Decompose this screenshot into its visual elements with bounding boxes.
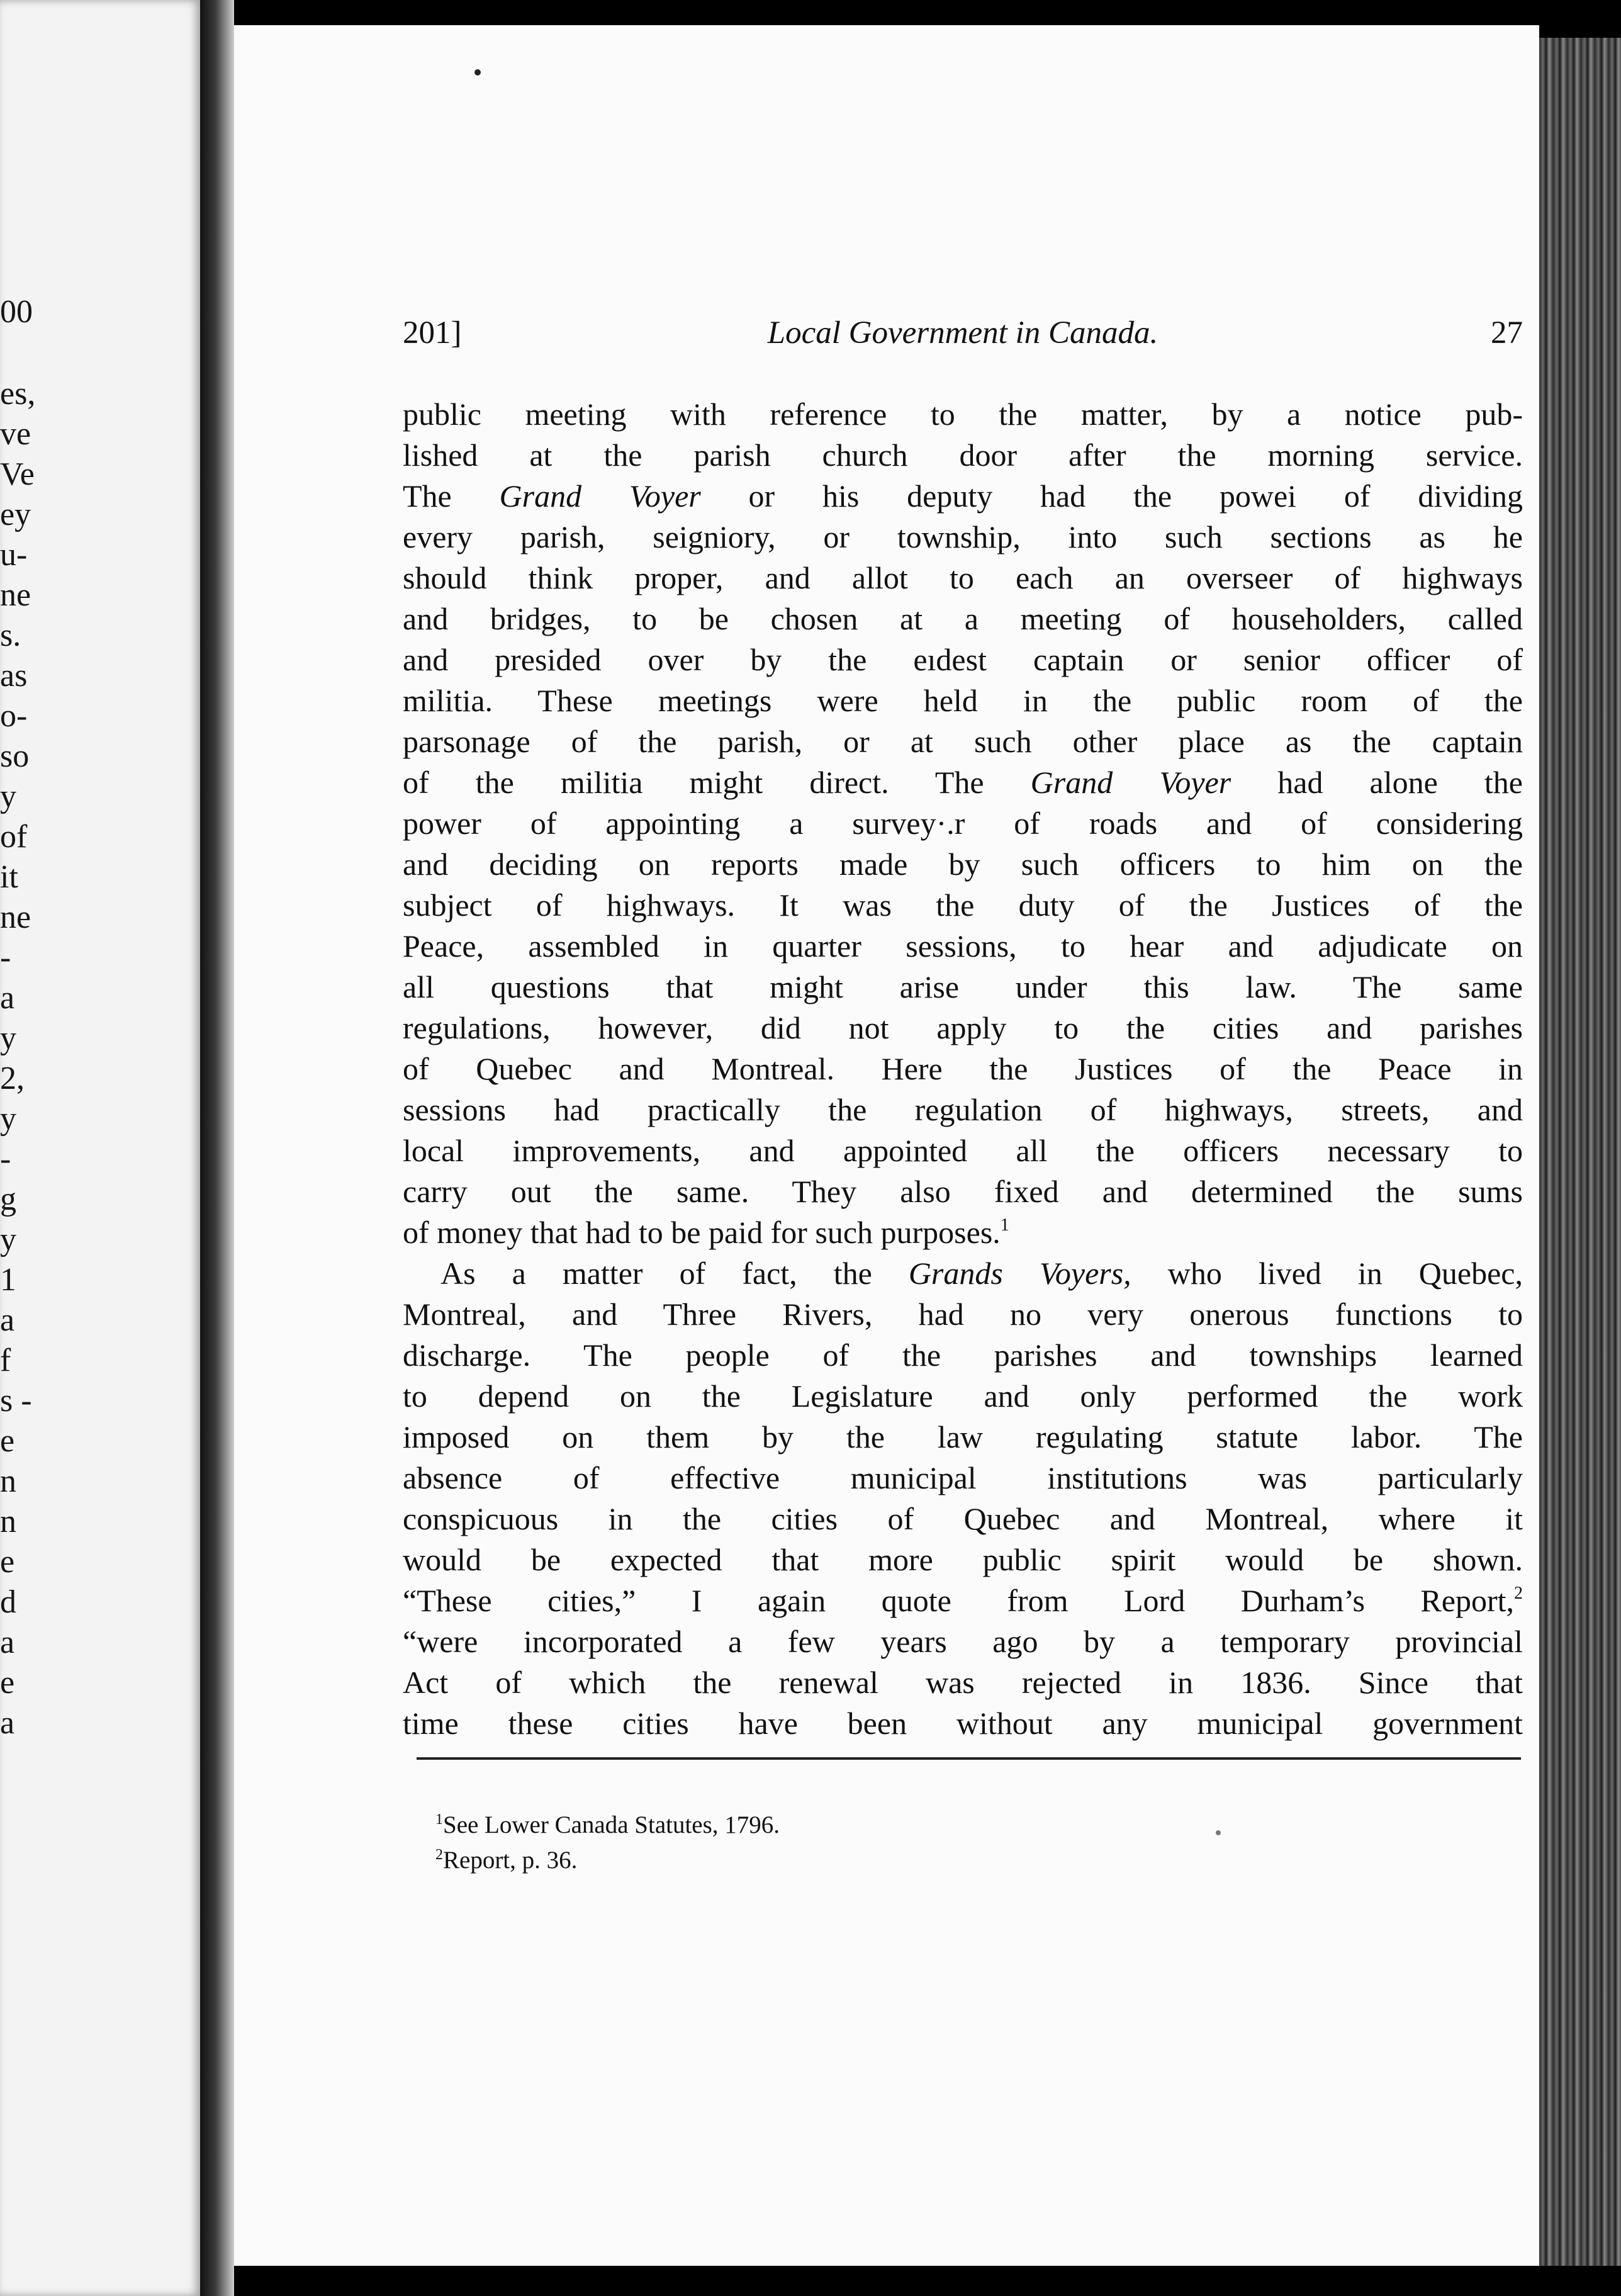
text-line: imposed on them by the law regulating statute labor. The (403, 1419, 1523, 1455)
text-line: to depend on the Legislature and only performed the work (403, 1378, 1523, 1414)
facing-page-fragment: - (0, 1141, 11, 1177)
page-number: 27 (1491, 315, 1523, 351)
facing-page-fragment: u- (0, 537, 28, 573)
text-line: subject of highways. It was the duty of the Justices of the (403, 887, 1523, 923)
running-header (403, 291, 1523, 360)
text-line (403, 1580, 1523, 1621)
facing-page-fragment: y (0, 1020, 16, 1056)
facing-page-fragment: ve (0, 416, 31, 452)
italic-term: Grand Voyer (499, 478, 701, 514)
footnote-rule (417, 1757, 1521, 1760)
text-line: Act of which the renewal was rejected in 1836. Since that (403, 1665, 1523, 1700)
facing-page-fragment: a (0, 1624, 15, 1660)
text-run: “These cities,” I again quote from Lord Durham’s Report, (403, 1583, 1514, 1618)
facing-page-fragment: as (0, 658, 28, 694)
footnote-text: Report, p. 36. (443, 1847, 578, 1874)
text-line: local improvements, and appointed all the officers necessary to (403, 1133, 1523, 1168)
facing-page-fragment: of (0, 819, 28, 855)
text-run: The (403, 478, 500, 514)
facing-page-fragment: f (0, 1342, 11, 1378)
footnote-mark: 1 (435, 1811, 443, 1828)
page-edge-stack (1539, 38, 1621, 2266)
text-run: As a matter of fact, the (440, 1256, 909, 1291)
text-line: every parish, seigniory, or township, into such sections as he (403, 519, 1523, 554)
facing-page-fragment: a (0, 1302, 15, 1338)
footnote (435, 1843, 1379, 1878)
facing-page-fragment: d (0, 1584, 16, 1620)
facing-page-fragment: ey (0, 497, 31, 532)
text-line: should think proper, and allot to each an overseer of highways (403, 560, 1523, 595)
text-run: had alone the (1231, 765, 1523, 800)
text-line: “were incorporated a few years ago by a temporary provincial (403, 1624, 1523, 1659)
text-line: all questions that might arise under this law. The same (403, 969, 1523, 1004)
text-run: or his deputy had the powei of dividing (700, 478, 1523, 514)
italic-term: Grand Voyer (1030, 765, 1231, 800)
text-line: Montreal, and Three Rivers, had no very onerous functions to (403, 1297, 1523, 1332)
text-run: of money that had to be paid for such purposes. (403, 1215, 1001, 1250)
facing-page-fragment: e (0, 1544, 15, 1580)
text-line: regulations, however, did not apply to the cities and parishes (403, 1010, 1523, 1045)
text-run: who lived in Quebec, (1131, 1256, 1523, 1291)
body-text (403, 394, 1523, 1744)
folio-number: 201] (403, 315, 462, 351)
text-line (403, 1253, 1523, 1294)
footnote-text: See Lower Canada Statutes, 1796. (443, 1811, 780, 1838)
text-line: public meeting with reference to the matter, by a notice pub- (403, 397, 1523, 432)
text-line: time these cities have been without any municipal government (403, 1706, 1523, 1741)
text-line: and bridges, to be chosen at a meeting of householders, called (403, 601, 1523, 636)
text-line: absence of effective municipal institutions was particularly (403, 1460, 1523, 1495)
facing-page-fragment: e (0, 1423, 15, 1459)
facing-page-fragment: y (0, 1222, 16, 1258)
footnote-ref: 2 (1514, 1584, 1523, 1603)
text-line: would be expected that more public spirit would be shown. (403, 1542, 1523, 1577)
text-line: and presided over by the eıdest captain or senior officer of (403, 642, 1523, 677)
text-line: conspicuous in the cities of Quebec and Montreal, where it (403, 1501, 1523, 1536)
facing-page-fragment: 00 (0, 294, 33, 330)
book-page (234, 25, 1539, 2266)
footnote (435, 1808, 1379, 1843)
text-line: power of appointing a survey·.r of roads and of considering (403, 806, 1523, 841)
facing-page-fragment: - (0, 940, 11, 976)
facing-page-fragment: ne (0, 577, 31, 613)
facing-page-fragment: y (0, 1101, 16, 1137)
italic-term: Grands Voyers, (908, 1256, 1131, 1291)
text-line: sessions had practically the regulation of highways, streets, and (403, 1092, 1523, 1127)
facing-page-strip (0, 0, 200, 2296)
text-line: and deciding on reports made by such officers to him on the (403, 847, 1523, 882)
text-line: of Quebec and Montreal. Here the Justices of the Peace in (403, 1051, 1523, 1086)
footnote-mark: 2 (435, 1847, 443, 1863)
text-line: discharge. The people of the parishes and townships learned (403, 1337, 1523, 1373)
facing-page-fragment: g (0, 1181, 16, 1217)
text-line: parsonage of the parish, or at such other place as the captain (403, 724, 1523, 759)
facing-page-fragment: 1 (0, 1262, 16, 1298)
text-line: militia. These meetings were held in the public room of the (403, 683, 1523, 718)
text-line (403, 762, 1523, 803)
text-line (403, 476, 1523, 517)
dust-speck (474, 69, 481, 76)
running-title: Local Government in Canada. (767, 315, 1158, 351)
facing-page-fragment: ne (0, 899, 31, 935)
text-line: Peace, assembled in quarter sessions, to hear and adjudicate on (403, 928, 1523, 964)
text-run: of the militia might direct. The (403, 765, 1031, 800)
facing-page-fragment: 2, (0, 1061, 25, 1096)
facing-page-fragment: Ve (0, 456, 35, 492)
text-line (403, 1212, 1523, 1253)
gutter-shadow (200, 0, 234, 2296)
facing-page-fragment: n (0, 1504, 16, 1539)
facing-page-fragment: o- (0, 698, 28, 734)
facing-page-fragment: so (0, 738, 30, 774)
facing-page-fragment: a (0, 1705, 15, 1741)
facing-page-fragment: n (0, 1463, 16, 1499)
text-line: carry out the same. They also fixed and determined the sums (403, 1174, 1523, 1209)
facing-page-fragment: e (0, 1665, 15, 1701)
footnotes (435, 1808, 1379, 1878)
facing-page-fragment: a (0, 980, 15, 1016)
facing-page-fragment: it (0, 859, 18, 895)
facing-page-fragment: s - (0, 1383, 32, 1419)
facing-page-fragment: es, (0, 376, 36, 412)
facing-page-fragment: s. (0, 617, 21, 653)
footnote-ref: 1 (1000, 1215, 1009, 1235)
text-line: lished at the parish church door after the morning service. (403, 437, 1523, 473)
facing-page-fragment: y (0, 779, 16, 814)
